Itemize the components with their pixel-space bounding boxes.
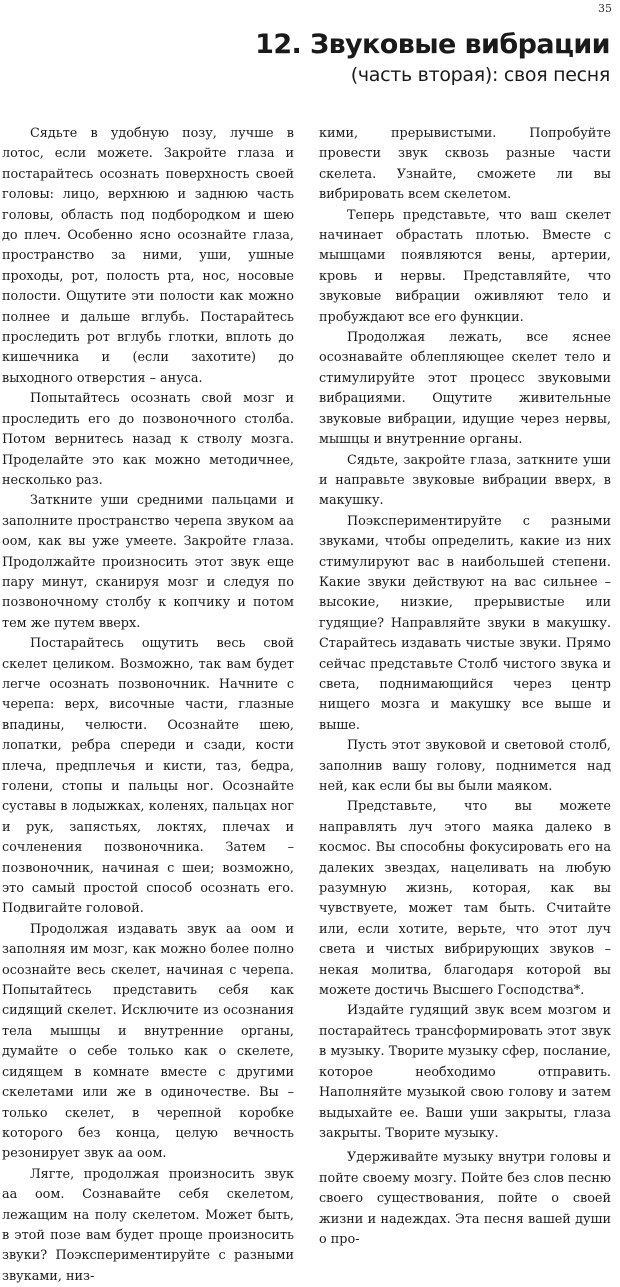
right-column: [319, 124, 611, 1250]
chapter-subtitle: (часть вторая): своя песня: [350, 64, 610, 86]
paragraph: Поэкспериментируйте с разными звуками, чтобы определить, какие из них стимулируют вас в наибольшей степени. Какие звуки действуют на вас сильнее – высокие, низкие, прерывистые или гудящие? Направляйте звуки в макушку. Старайтесь издавать чистые звуки. Прямо сейчас представьте Столб чистого звука и света, поднимающийся через центр нищего мозга и макушку все выше и выше.: [319, 513, 611, 733]
paragraph: Лягте, продолжая произносить звук аа оом. Сознавайте себя скелетом, лежащим на полу скелетом. Может быть, в этой позе вам будет проще произносить звуки? Поэкспериментируйте с разными звуками, низ-: [2, 1166, 294, 1284]
paragraph: Представьте, что вы можете направлять луч этого маяка далеко в космос. Вы способны фокусировать его на далеких звездах, нацеливать на любую разумную жизнь, которая, как вы чувствуете, может там быть. Считайте или, если хотите, верьте, что этот луч света и чистых вибрирующих звуков – некая молитва, благодаря которой вы можете достичь Высшего Господства*.: [319, 799, 611, 999]
paragraph: Сядьте в удобную позу, лучше в лотос, если можете. Закройте глаза и постарайтесь осознать поверхность своей головы: лицо, верхнюю и заднюю часть головы, область под подбородком и шею до плеч. Особенно ясно осознайте глаза, пространство за ними, уши, ушные проходы, рот, полость рта, нос, носовые полости. Ощутите эти полости как можно полнее и дальше вглубь. Постарайтесь проследить рот вглубь глотки, вплоть до кишечника и (если захотите) до выходного отверстия – ануса.: [2, 126, 294, 386]
paragraph: кими, прерывистыми. Попробуйте провести звук сквозь разные части скелета. Узнайте, сможете ли вы вибрировать всем скелетом.: [319, 126, 611, 203]
paragraph: Издайте гудящий звук всем мозгом и постарайтесь трансформировать этот звук в музыку. Творите музыку сфер, послание, которое необходимо отправить. Наполняйте музыкой свою голову и затем выдыхайте ее. Ваши уши закрыты, глаза закрыты. Творите музыку.: [319, 1003, 611, 1141]
paragraph: Теперь представьте, что ваш скелет начинает обрастать плотью. Вместе с мышцами появляются вены, артерии, кровь и нервы. Представляйте, что звуковые вибрации оживляют тело и пробуждают все его функции.: [319, 207, 611, 325]
paragraph: Попытайтесь осознать свой мозг и проследить его до позвоночного столба. Потом вернитесь назад к стволу мозга. Проделайте это как можно методичнее, несколько раз.: [2, 391, 294, 488]
paragraph: Продолжая лежать, все яснее осознавайте облепляющее скелет тело и стимулируйте этот процесс звуковыми вибрациями. Ощутите живительные звуковые вибрации, идущие через нервы, мышцы и внутренние органы.: [319, 330, 611, 448]
chapter-heading: [255, 28, 610, 88]
left-column: [2, 124, 294, 1287]
paragraph: Пусть этот звуковой и световой столб, заполнив вашу голову, поднимется над ней, как если бы вы были маяком.: [319, 738, 611, 794]
page-number: 35: [598, 2, 612, 15]
paragraph: Постарайтесь ощутить весь свой скелет целиком. Возможно, так вам будет легче осознать позвоночник. Начните с черепа: верх, височные части, глазные впадины, челюсти. Осознайте шею, лопатки, ребра спереди и сзади, кости плеча, предплечья и кисти, таз, бедра, голени, стопы и пальцы ног. Осознайте суставы в лодыжках, коленях, пальцах ног и рук, запястьях, локтях, плечах и сочленения позвоночника. Затем – позвоночник, начиная с шеи; возможно, это самый простой способ осознать его. Подвигайте головой.: [2, 636, 294, 917]
chapter-title: 12. Звуковые вибрации: [255, 29, 610, 60]
paragraph: Удерживайте музыку внутри головы и пойте своему мозгу. Пойте без слов песню своего существования, пойте о своей жизни и надеждах. Эта песня вашей души о про-: [319, 1150, 611, 1247]
paragraph: Сядьте, закройте глаза, заткните уши и направьте звуковые вибрации вверх, в макушку.: [319, 452, 611, 509]
paragraph: Заткните уши средними пальцами и заполните пространство черепа звуком аа оом, как вы уже умеете. Закройте глаза. Продолжайте произносить этот звук еще пару минут, сканируя мозг и следуя по позвоночному столбу к копчику и потом тем же путем вверх.: [2, 493, 294, 631]
paragraph: Продолжая издавать звук аа оом и заполняя им мозг, как можно более полно осознайте весь скелет, начиная с черепа. Попытайтесь представить себя как сидящий скелет. Исключите из осознания тела мышцы и внутренние органы, думайте о себе только как о скелете, сидящем в комнате вместе с другими скелетами или же в одиночестве. Вы – только скелет, в черепной коробке которого без конца, целую вечность резонирует звук аа оом.: [2, 921, 294, 1162]
